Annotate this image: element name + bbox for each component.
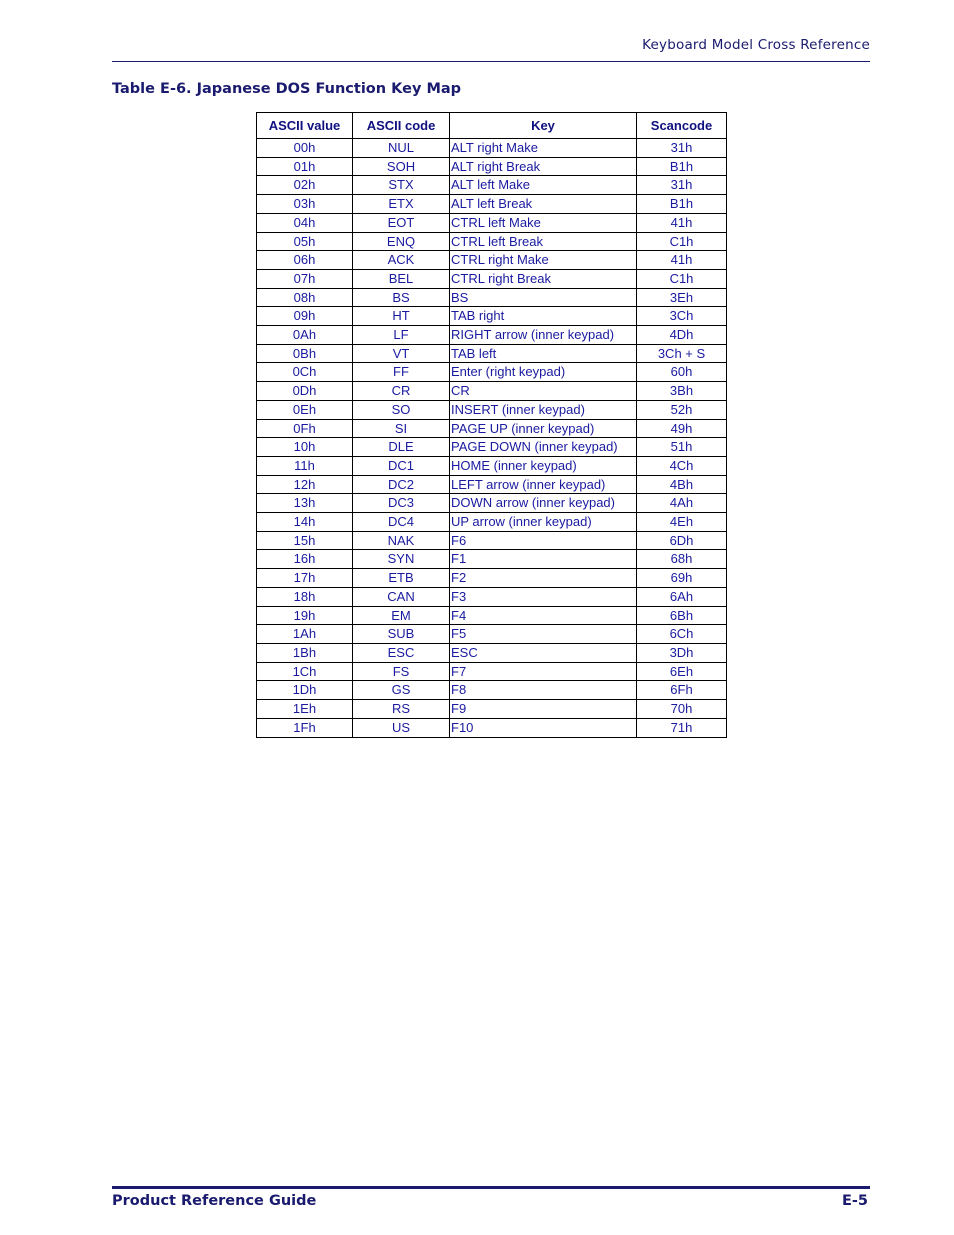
ascii-value-cell: 12h bbox=[257, 475, 353, 494]
table-row bbox=[257, 625, 727, 644]
ascii-value-cell: 07h bbox=[257, 269, 353, 288]
ascii-value-cell: 02h bbox=[257, 176, 353, 195]
ascii-value-cell: 0Fh bbox=[257, 419, 353, 438]
table-row bbox=[257, 494, 727, 513]
key-cell: F2 bbox=[450, 569, 637, 588]
key-cell: RIGHT arrow (inner keypad) bbox=[450, 326, 637, 345]
scancode-cell: 51h bbox=[637, 438, 727, 457]
ascii-code-cell: DLE bbox=[353, 438, 450, 457]
scancode-cell: 6Bh bbox=[637, 606, 727, 625]
scancode-cell: 70h bbox=[637, 700, 727, 719]
table-row bbox=[257, 587, 727, 606]
ascii-code-cell: SUB bbox=[353, 625, 450, 644]
ascii-code-cell: US bbox=[353, 718, 450, 737]
scancode-cell: 52h bbox=[637, 400, 727, 419]
key-cell: PAGE DOWN (inner keypad) bbox=[450, 438, 637, 457]
column-header-key: Key bbox=[450, 113, 637, 139]
key-cell: TAB right bbox=[450, 307, 637, 326]
table-row bbox=[257, 195, 727, 214]
ascii-code-cell: FF bbox=[353, 363, 450, 382]
scancode-cell: 60h bbox=[637, 363, 727, 382]
key-cell: INSERT (inner keypad) bbox=[450, 400, 637, 419]
footer-guide-title: Product Reference Guide bbox=[112, 1193, 317, 1209]
scancode-cell: 3Bh bbox=[637, 382, 727, 401]
ascii-value-cell: 1Bh bbox=[257, 643, 353, 662]
scancode-cell: 4Eh bbox=[637, 513, 727, 532]
ascii-value-cell: 0Ch bbox=[257, 363, 353, 382]
scancode-cell: B1h bbox=[637, 157, 727, 176]
ascii-code-cell: ACK bbox=[353, 251, 450, 270]
key-cell: DOWN arrow (inner keypad) bbox=[450, 494, 637, 513]
scancode-cell: 69h bbox=[637, 569, 727, 588]
table-row bbox=[257, 251, 727, 270]
ascii-value-cell: 1Dh bbox=[257, 681, 353, 700]
function-key-map-table bbox=[256, 112, 727, 738]
scancode-cell: 6Ch bbox=[637, 625, 727, 644]
key-cell: F5 bbox=[450, 625, 637, 644]
table-row bbox=[257, 550, 727, 569]
table-row bbox=[257, 176, 727, 195]
table-row bbox=[257, 269, 727, 288]
key-cell: ALT left Make bbox=[450, 176, 637, 195]
ascii-value-cell: 06h bbox=[257, 251, 353, 270]
table-row bbox=[257, 419, 727, 438]
ascii-value-cell: 17h bbox=[257, 569, 353, 588]
ascii-code-cell: CR bbox=[353, 382, 450, 401]
key-cell: F9 bbox=[450, 700, 637, 719]
table-row bbox=[257, 363, 727, 382]
key-cell: F7 bbox=[450, 662, 637, 681]
table-row bbox=[257, 232, 727, 251]
ascii-value-cell: 1Ch bbox=[257, 662, 353, 681]
key-cell: LEFT arrow (inner keypad) bbox=[450, 475, 637, 494]
scancode-cell: 31h bbox=[637, 139, 727, 158]
scancode-cell: 3Ch + S bbox=[637, 344, 727, 363]
key-cell: F10 bbox=[450, 718, 637, 737]
key-cell: PAGE UP (inner keypad) bbox=[450, 419, 637, 438]
table-header-row bbox=[257, 113, 727, 139]
table-row bbox=[257, 513, 727, 532]
table-row bbox=[257, 643, 727, 662]
key-cell: HOME (inner keypad) bbox=[450, 456, 637, 475]
ascii-code-cell: SO bbox=[353, 400, 450, 419]
scancode-cell: B1h bbox=[637, 195, 727, 214]
ascii-code-cell: ENQ bbox=[353, 232, 450, 251]
ascii-code-cell: NAK bbox=[353, 531, 450, 550]
ascii-code-cell: BS bbox=[353, 288, 450, 307]
ascii-code-cell: ETB bbox=[353, 569, 450, 588]
ascii-value-cell: 1Eh bbox=[257, 700, 353, 719]
scancode-cell: C1h bbox=[637, 232, 727, 251]
table-row bbox=[257, 569, 727, 588]
key-cell: CTRL right Make bbox=[450, 251, 637, 270]
key-cell: BS bbox=[450, 288, 637, 307]
key-cell: TAB left bbox=[450, 344, 637, 363]
ascii-code-cell: DC4 bbox=[353, 513, 450, 532]
ascii-value-cell: 03h bbox=[257, 195, 353, 214]
scancode-cell: 6Ah bbox=[637, 587, 727, 606]
ascii-code-cell: EOT bbox=[353, 213, 450, 232]
key-cell: F1 bbox=[450, 550, 637, 569]
footer-rule bbox=[112, 1186, 870, 1189]
ascii-value-cell: 0Eh bbox=[257, 400, 353, 419]
key-cell: F4 bbox=[450, 606, 637, 625]
table-row bbox=[257, 475, 727, 494]
ascii-code-cell: CAN bbox=[353, 587, 450, 606]
scancode-cell: 71h bbox=[637, 718, 727, 737]
scancode-cell: 41h bbox=[637, 213, 727, 232]
ascii-value-cell: 01h bbox=[257, 157, 353, 176]
ascii-code-cell: LF bbox=[353, 326, 450, 345]
table-row bbox=[257, 382, 727, 401]
table-row bbox=[257, 662, 727, 681]
scancode-cell: 4Ah bbox=[637, 494, 727, 513]
ascii-code-cell: ESC bbox=[353, 643, 450, 662]
table-row bbox=[257, 438, 727, 457]
column-header-scancode: Scancode bbox=[637, 113, 727, 139]
ascii-value-cell: 0Ah bbox=[257, 326, 353, 345]
ascii-value-cell: 08h bbox=[257, 288, 353, 307]
table-row bbox=[257, 157, 727, 176]
table-row bbox=[257, 344, 727, 363]
ascii-value-cell: 0Bh bbox=[257, 344, 353, 363]
key-cell: ALT right Make bbox=[450, 139, 637, 158]
table-row bbox=[257, 307, 727, 326]
column-header-ascii-code: ASCII code bbox=[353, 113, 450, 139]
key-cell: UP arrow (inner keypad) bbox=[450, 513, 637, 532]
ascii-code-cell: EM bbox=[353, 606, 450, 625]
ascii-value-cell: 10h bbox=[257, 438, 353, 457]
ascii-code-cell: SI bbox=[353, 419, 450, 438]
running-header: Keyboard Model Cross Reference bbox=[642, 37, 870, 53]
ascii-value-cell: 13h bbox=[257, 494, 353, 513]
scancode-cell: 4Dh bbox=[637, 326, 727, 345]
ascii-value-cell: 14h bbox=[257, 513, 353, 532]
ascii-value-cell: 19h bbox=[257, 606, 353, 625]
ascii-value-cell: 11h bbox=[257, 456, 353, 475]
column-header-ascii-value: ASCII value bbox=[257, 113, 353, 139]
table-row bbox=[257, 288, 727, 307]
table-row bbox=[257, 400, 727, 419]
table-caption: Table E-6. Japanese DOS Function Key Map bbox=[112, 81, 462, 97]
key-cell: Enter (right keypad) bbox=[450, 363, 637, 382]
table-row bbox=[257, 681, 727, 700]
scancode-cell: 3Ch bbox=[637, 307, 727, 326]
ascii-value-cell: 1Ah bbox=[257, 625, 353, 644]
scancode-cell: 4Bh bbox=[637, 475, 727, 494]
ascii-code-cell: FS bbox=[353, 662, 450, 681]
scancode-cell: 6Fh bbox=[637, 681, 727, 700]
header-rule bbox=[112, 61, 870, 62]
scancode-cell: 49h bbox=[637, 419, 727, 438]
key-cell: ALT right Break bbox=[450, 157, 637, 176]
ascii-value-cell: 00h bbox=[257, 139, 353, 158]
table-row bbox=[257, 213, 727, 232]
ascii-value-cell: 05h bbox=[257, 232, 353, 251]
key-cell: F3 bbox=[450, 587, 637, 606]
table-body bbox=[257, 139, 727, 738]
ascii-value-cell: 1Fh bbox=[257, 718, 353, 737]
ascii-code-cell: DC3 bbox=[353, 494, 450, 513]
key-cell: CTRL right Break bbox=[450, 269, 637, 288]
ascii-code-cell: STX bbox=[353, 176, 450, 195]
scancode-cell: C1h bbox=[637, 269, 727, 288]
footer-page-number: E-5 bbox=[841, 1193, 868, 1209]
key-cell: ALT left Break bbox=[450, 195, 637, 214]
ascii-code-cell: DC1 bbox=[353, 456, 450, 475]
ascii-value-cell: 04h bbox=[257, 213, 353, 232]
ascii-code-cell: SOH bbox=[353, 157, 450, 176]
table-row bbox=[257, 700, 727, 719]
key-cell: F6 bbox=[450, 531, 637, 550]
scancode-cell: 68h bbox=[637, 550, 727, 569]
ascii-code-cell: DC2 bbox=[353, 475, 450, 494]
table-row bbox=[257, 531, 727, 550]
table-row bbox=[257, 456, 727, 475]
scancode-cell: 6Eh bbox=[637, 662, 727, 681]
ascii-value-cell: 15h bbox=[257, 531, 353, 550]
key-cell: CR bbox=[450, 382, 637, 401]
scancode-cell: 6Dh bbox=[637, 531, 727, 550]
table-row bbox=[257, 718, 727, 737]
ascii-value-cell: 16h bbox=[257, 550, 353, 569]
ascii-code-cell: ETX bbox=[353, 195, 450, 214]
key-cell: F8 bbox=[450, 681, 637, 700]
ascii-code-cell: GS bbox=[353, 681, 450, 700]
ascii-value-cell: 0Dh bbox=[257, 382, 353, 401]
key-cell: CTRL left Break bbox=[450, 232, 637, 251]
ascii-code-cell: VT bbox=[353, 344, 450, 363]
ascii-value-cell: 18h bbox=[257, 587, 353, 606]
ascii-code-cell: BEL bbox=[353, 269, 450, 288]
ascii-code-cell: HT bbox=[353, 307, 450, 326]
scancode-cell: 4Ch bbox=[637, 456, 727, 475]
ascii-code-cell: SYN bbox=[353, 550, 450, 569]
table-row bbox=[257, 606, 727, 625]
scancode-cell: 3Eh bbox=[637, 288, 727, 307]
key-cell: ESC bbox=[450, 643, 637, 662]
table-row bbox=[257, 326, 727, 345]
scancode-cell: 41h bbox=[637, 251, 727, 270]
key-cell: CTRL left Make bbox=[450, 213, 637, 232]
scancode-cell: 31h bbox=[637, 176, 727, 195]
ascii-code-cell: RS bbox=[353, 700, 450, 719]
scancode-cell: 3Dh bbox=[637, 643, 727, 662]
ascii-code-cell: NUL bbox=[353, 139, 450, 158]
ascii-value-cell: 09h bbox=[257, 307, 353, 326]
table-row bbox=[257, 139, 727, 158]
